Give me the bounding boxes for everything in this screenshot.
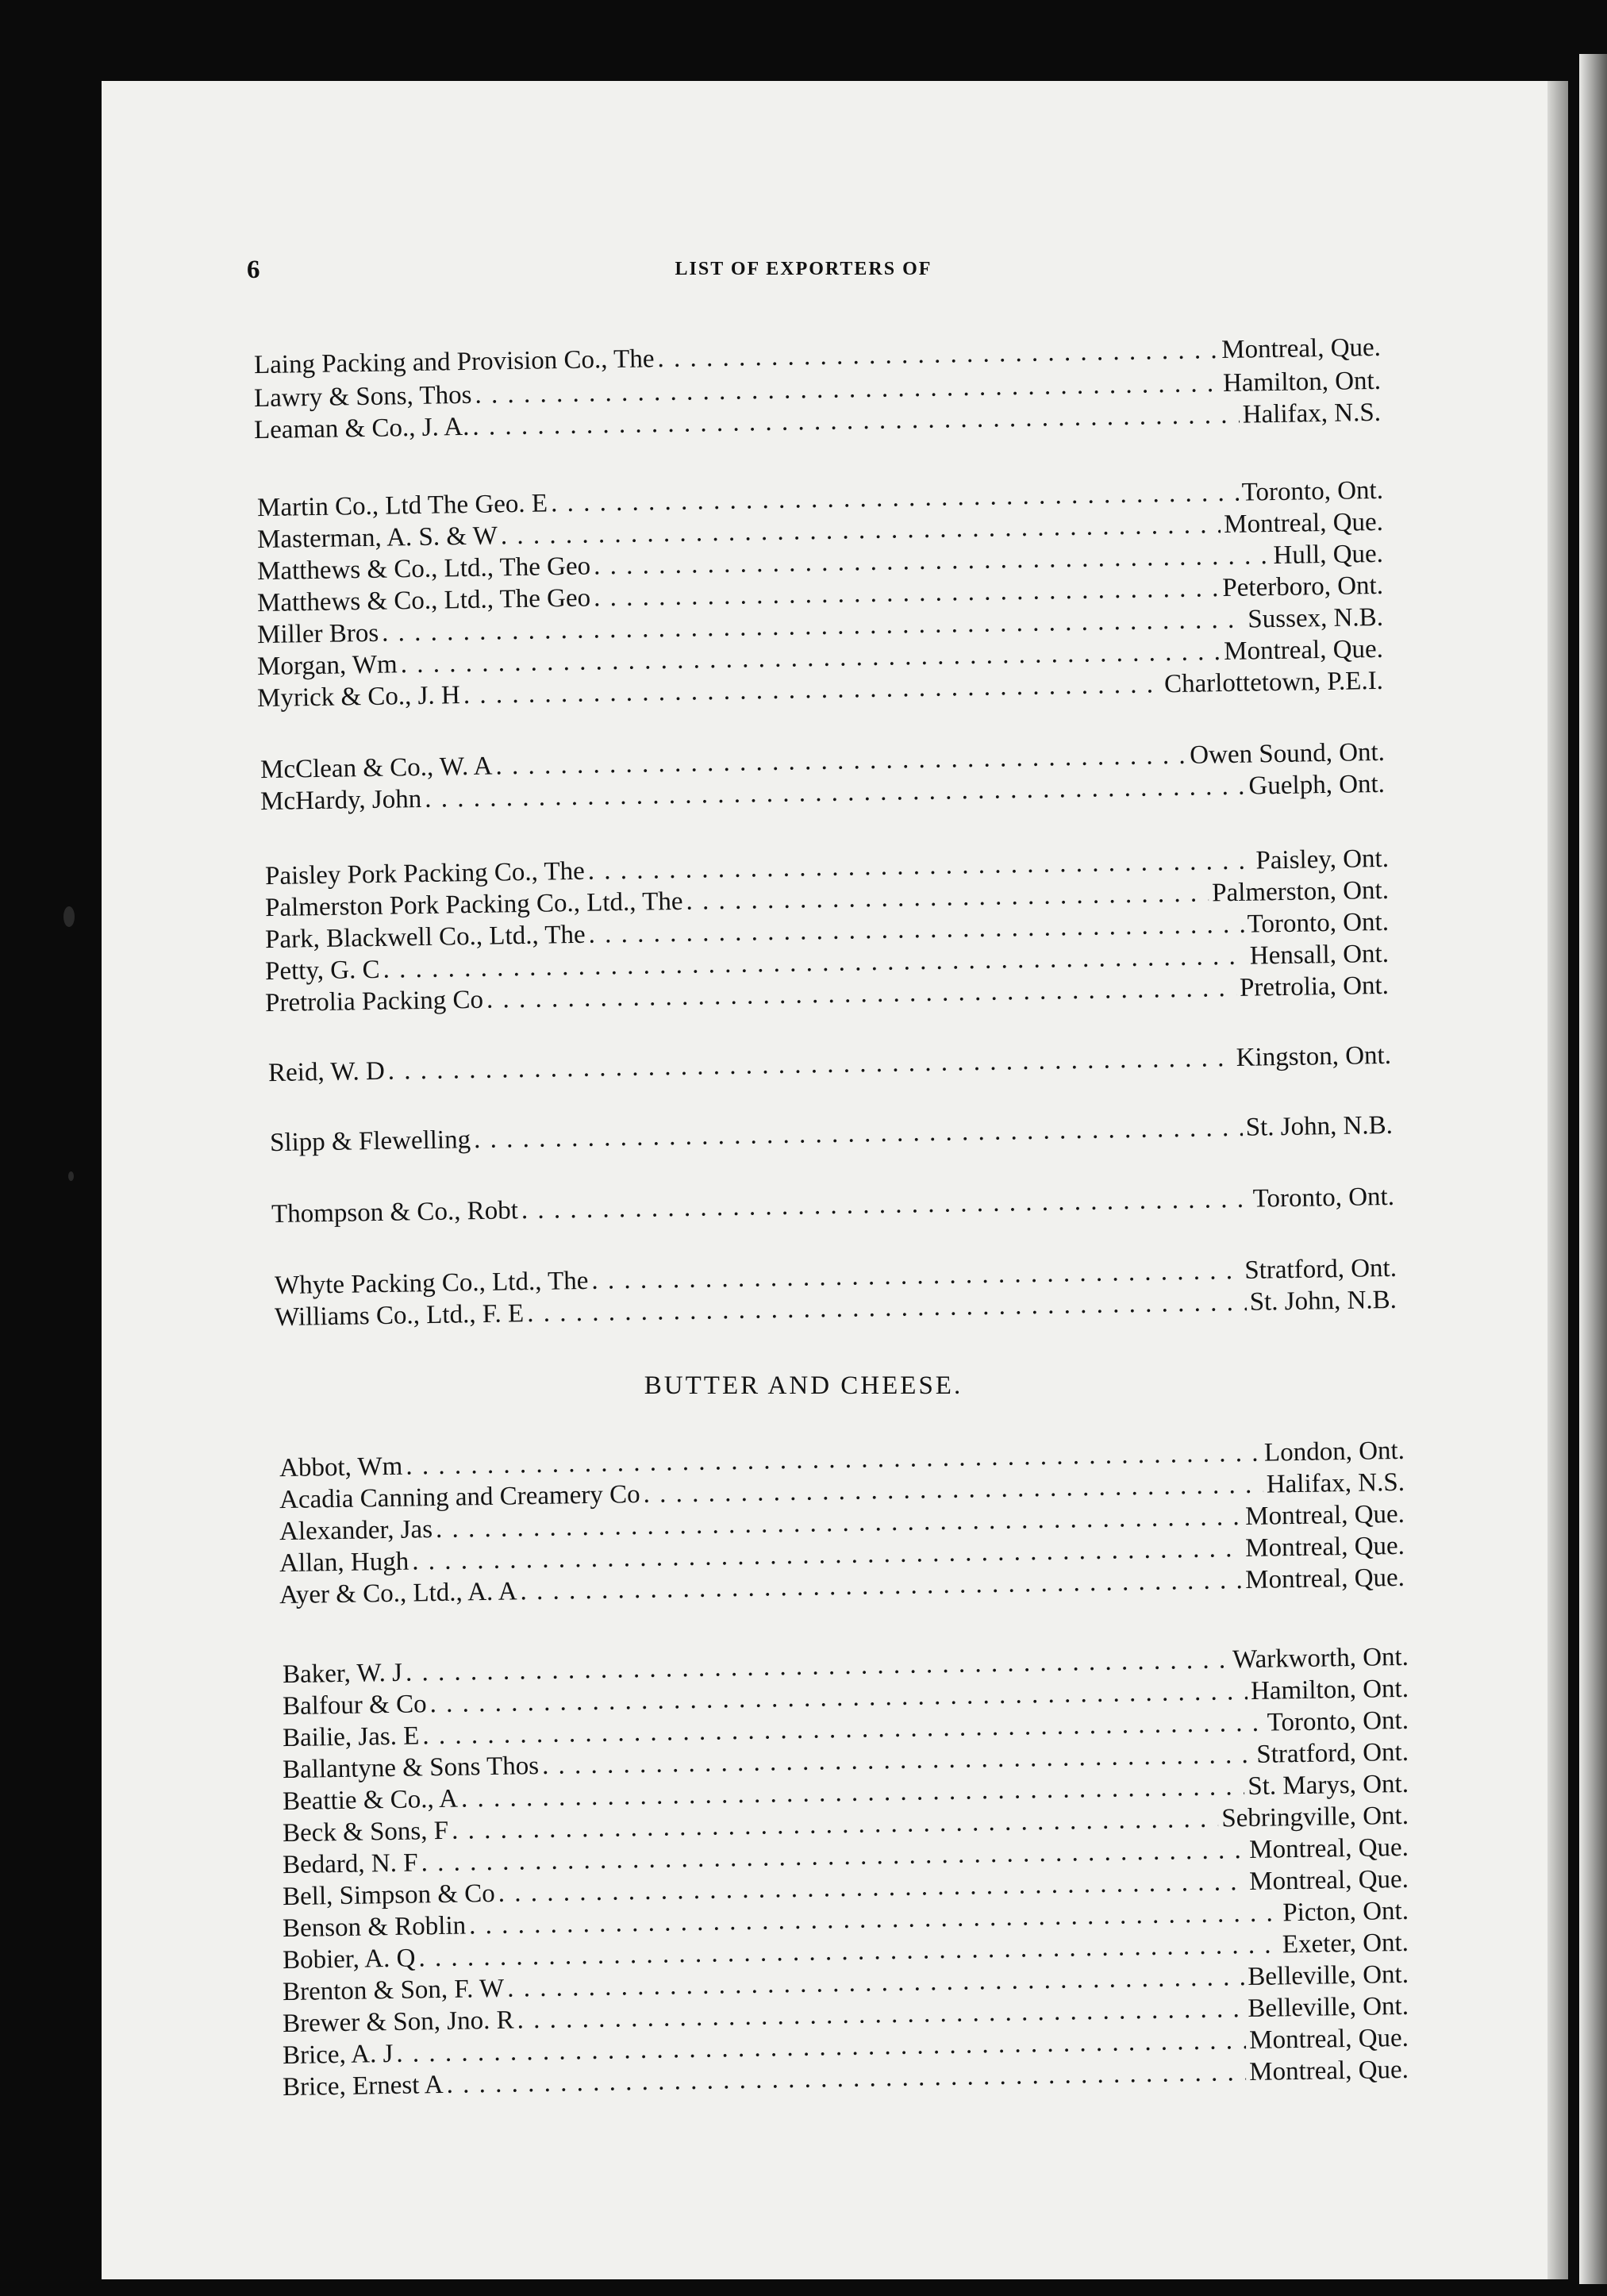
exporter-name: Baker, W. J xyxy=(282,1658,403,1690)
exporter-location: Toronto, Ont. xyxy=(1247,907,1390,939)
exporter-name: Alexander, Jas xyxy=(279,1515,433,1547)
exporter-name: Ballantyne & Sons Thos xyxy=(282,1752,540,1785)
exporter-location: Stratford, Ont. xyxy=(1244,1253,1397,1285)
exporter-name: Brice, Ernest A xyxy=(282,2070,444,2102)
exporter-location: Montreal, Que. xyxy=(1223,507,1384,540)
exporter-name: Martin Co., Ltd The Geo. E xyxy=(256,489,548,523)
exporter-location: Hamilton, Ont. xyxy=(1222,366,1382,398)
exporter-name: Bedard, N. F xyxy=(282,1848,418,1880)
exporter-name: McClean & Co., W. A xyxy=(260,752,493,785)
exporter-name: Reid, W. D xyxy=(267,1056,386,1088)
exporter-location: Toronto, Ont. xyxy=(1241,475,1384,507)
exporter-location: Montreal, Que. xyxy=(1244,1563,1405,1595)
exporter-name: Thompson & Co., Robt xyxy=(271,1196,519,1229)
exporter-location: Montreal, Que. xyxy=(1248,2055,1409,2087)
exporter-location: Sebringville, Ont. xyxy=(1221,1801,1409,1833)
exporter-location: Hamilton, Ont. xyxy=(1250,1674,1409,1706)
exporter-location: Exeter, Ont. xyxy=(1282,1928,1409,1959)
exporter-name: Bailie, Jas. E xyxy=(282,1721,420,1753)
exporter-name: Morgan, Wm xyxy=(256,650,398,682)
exporter-location: Stratford, Ont. xyxy=(1256,1737,1409,1769)
exporter-name: Brewer & Son, Jno. R xyxy=(282,2006,514,2039)
section-heading: BUTTER AND CHEESE. xyxy=(644,1371,963,1400)
exporter-name: Laing Packing and Provision Co., The xyxy=(253,344,655,380)
exporter-location: Toronto, Ont. xyxy=(1252,1182,1395,1213)
exporter-location: Hull, Que. xyxy=(1273,539,1384,571)
exporter-location: Peterboro, Ont. xyxy=(1222,571,1384,603)
exporter-name: Masterman, A. S. & W xyxy=(256,521,498,555)
exporter-location: Toronto, Ont. xyxy=(1267,1706,1409,1737)
exporter-name: Matthews & Co., Ltd., The Geo xyxy=(256,583,591,618)
exporter-name: Petty, G. C xyxy=(264,955,380,986)
exporter-name: Matthews & Co., Ltd., The Geo xyxy=(256,552,591,586)
exporter-location: Montreal, Que. xyxy=(1248,1833,1409,1865)
ink-blot xyxy=(63,906,75,927)
exporter-name: Park, Blackwell Co., Ltd., The xyxy=(264,920,586,955)
exporter-name: Pretrolia Packing Co xyxy=(264,985,484,1018)
exporter-name: Ayer & Co., Ltd., A. A xyxy=(279,1577,517,1610)
exporter-location: Montreal, Que. xyxy=(1248,2023,1409,2056)
exporter-location: Montreal, Que. xyxy=(1221,333,1382,364)
exporter-location: Hensall, Ont. xyxy=(1249,939,1390,971)
exporter-name: Paisley Pork Packing Co., The xyxy=(264,856,586,891)
running-head: LIST OF EXPORTERS OF xyxy=(675,259,932,279)
exporter-name: Lawry & Sons, Thos xyxy=(253,380,472,413)
exporter-location: Montreal, Que. xyxy=(1244,1499,1405,1532)
exporter-location: St. Marys, Ont. xyxy=(1248,1769,1409,1802)
exporter-location: Palmerston, Ont. xyxy=(1211,875,1390,908)
ink-spot xyxy=(68,1171,74,1181)
exporter-name: Beattie & Co., A xyxy=(282,1784,459,1817)
exporter-name: Miller Bros xyxy=(256,618,379,650)
exporter-name: Bell, Simpson & Co xyxy=(282,1879,496,1912)
exporter-location: Paisley, Ont. xyxy=(1255,844,1390,875)
exporter-name: Whyte Packing Co., Ltd., The xyxy=(274,1266,589,1301)
exporter-name: Williams Co., Ltd., F. E xyxy=(274,1299,525,1333)
exporter-name: Abbot, Wm xyxy=(279,1452,403,1483)
exporter-location: Sussex, N.B. xyxy=(1248,602,1384,634)
exporter-name: Acadia Canning and Creamery Co xyxy=(279,1479,640,1515)
exporter-name: Brice, A. J xyxy=(282,2039,394,2071)
exporter-location: St. John, N.B. xyxy=(1245,1110,1394,1142)
exporter-location: Montreal, Que. xyxy=(1244,1531,1405,1563)
exporter-location: Halifax, N.S. xyxy=(1242,398,1382,429)
exporter-location: Charlottetown, P.E.I. xyxy=(1163,666,1384,699)
exporter-name: Leaman & Co., J. A. xyxy=(253,412,470,445)
exporter-location: Montreal, Que. xyxy=(1223,634,1384,667)
exporter-location: Warkworth, Ont. xyxy=(1232,1642,1409,1675)
exporter-name: Allan, Hugh xyxy=(279,1547,409,1579)
adjacent-page-edge xyxy=(1579,54,1607,2284)
page-number: 6 xyxy=(247,256,260,284)
exporter-location: Belleville, Ont. xyxy=(1248,1959,1409,1992)
exporter-location: Montreal, Que. xyxy=(1248,1864,1409,1897)
exporter-name: Palmerston Pork Packing Co., Ltd., The xyxy=(264,886,683,923)
exporter-location: Halifax, N.S. xyxy=(1266,1467,1405,1499)
exporter-name: McHardy, John xyxy=(260,784,422,817)
exporter-name: Slipp & Flewelling xyxy=(269,1125,471,1158)
exporter-location: St. John, N.B. xyxy=(1249,1285,1397,1317)
exporter-location: Belleville, Ont. xyxy=(1248,1991,1409,2024)
exporter-name: Bobier, A. Q xyxy=(282,1944,416,1975)
exporter-location: Owen Sound, Ont. xyxy=(1189,737,1386,770)
exporter-name: Balfour & Co xyxy=(282,1690,427,1721)
exporter-name: Beck & Sons, F xyxy=(282,1816,449,1848)
exporter-location: Kingston, Ont. xyxy=(1236,1040,1392,1072)
exporter-location: London, Ont. xyxy=(1263,1436,1405,1467)
exporter-location: Pretrolia, Ont. xyxy=(1239,971,1390,1002)
exporter-location: Picton, Ont. xyxy=(1282,1896,1409,1928)
exporter-name: Myrick & Co., J. H xyxy=(256,681,461,713)
exporter-name: Brenton & Son, F. W xyxy=(282,1974,505,2007)
exporter-location: Guelph, Ont. xyxy=(1248,769,1386,801)
exporter-name: Benson & Roblin xyxy=(282,1911,467,1944)
